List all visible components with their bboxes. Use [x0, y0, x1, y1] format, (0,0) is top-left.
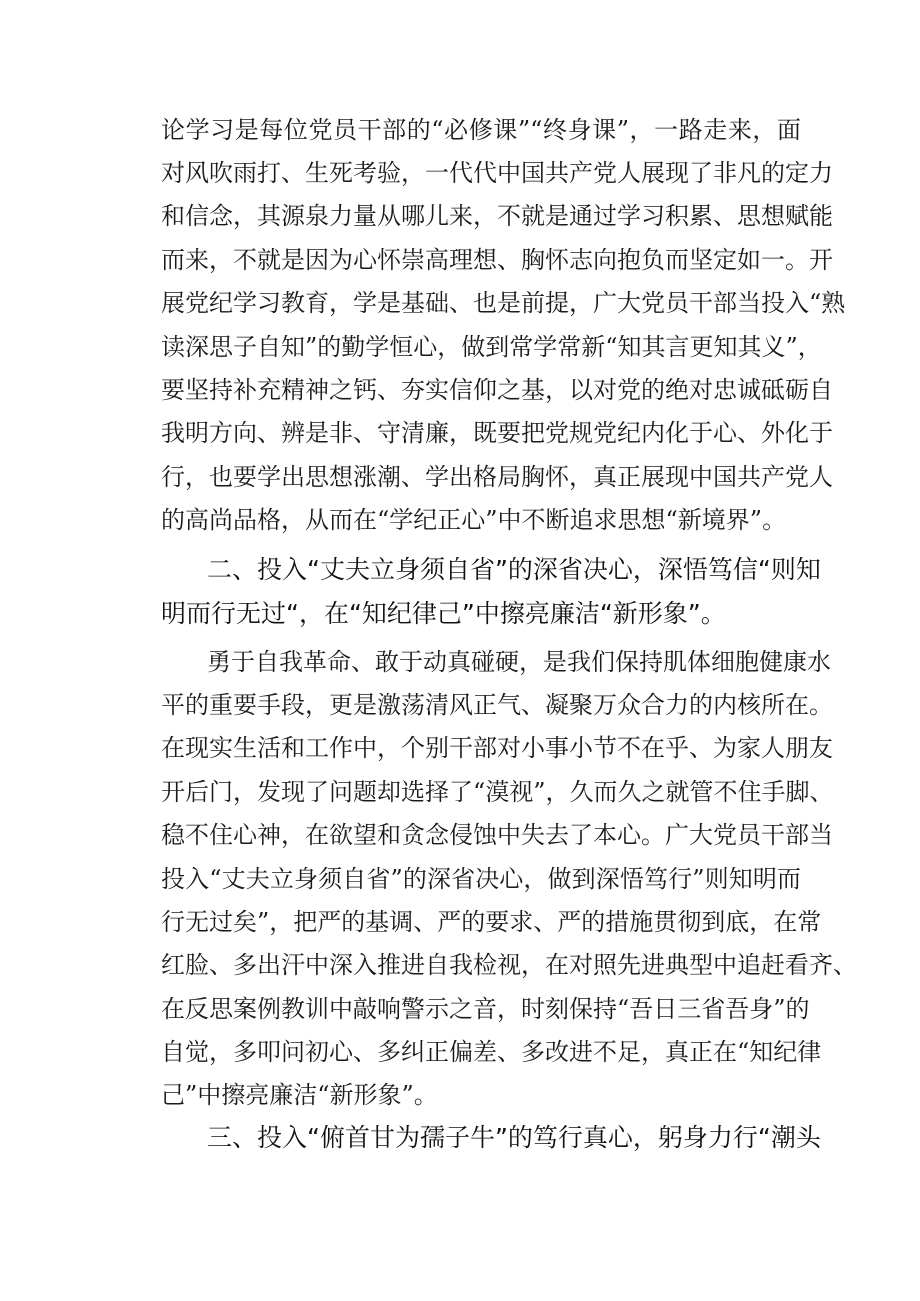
- section-heading: 明而行无过“，在“知纪律己”中擦亮廉洁“新形象”。: [161, 599, 726, 628]
- paragraph-line: 行无过矣”，把严的基调、严的要求、严的措施贯彻到底，在常: [161, 908, 822, 936]
- paragraph-line: 勇于自我革命、敢于动真碰硬，是我们保持肌体细胞健康水: [207, 648, 831, 676]
- paragraph-line: 对风吹雨打、生死考验，一代代中国共产党人展现了非凡的定力: [161, 159, 833, 187]
- paragraph-line: 我明方向、辨是非、守清廉，既要把党规党纪内化于心、外化于: [161, 419, 833, 447]
- paragraph-line: 投入“丈夫立身须自省”的深省决心，做到深悟笃行”则知明而: [161, 865, 801, 893]
- paragraph-line: 己”中擦亮廉洁“新形象”。: [161, 1081, 438, 1109]
- paragraph-line: 要坚持补充精神之钙、夯实信仰之基，以对党的绝对忠诚砥砺自: [161, 376, 833, 404]
- paragraph-line: 和信念，其源泉力量从哪儿来，不就是通过学习积累、思想赋能: [161, 202, 833, 230]
- paragraph-line: 读深思子自知”的勤学恒心，做到常学常新“知其言更知其义”，: [161, 333, 822, 361]
- paragraph-line: 论学习是每位党员干部的“必修课”“终身课”，一路走来，面: [161, 116, 801, 144]
- paragraph-line: 而来，不就是因为心怀崇高理想、胸怀志向抱负而坚定如一。开: [161, 246, 833, 274]
- paragraph-line: 在现实生活和工作中，个别干部对小事小节不在乎、为家人朋友: [161, 734, 833, 762]
- section-heading: 二、投入“丈夫立身须自省”的深省决心，深悟笃信“则知: [207, 555, 821, 584]
- paragraph-line: 在反思案例教训中敲响警示之音，时刻保持“吾日三省吾身”的: [161, 995, 810, 1023]
- paragraph-line: 行，也要学出思想涨潮、学出格局胸怀，真正展现中国共产党人: [161, 463, 833, 491]
- paragraph-line: 平的重要手段，更是激荡清风正气、凝聚万众合力的内核所在。: [161, 691, 833, 719]
- paragraph-line: 展党纪学习教育，学是基础、也是前提，广大党员干部当投入“熟: [161, 289, 846, 317]
- paragraph-line: 稳不住心神，在欲望和贪念侵蚀中失去了本心。广大党员干部当: [161, 821, 833, 849]
- section-heading: 三、投入“俯首甘为孺子牛”的笃行真心，躬身力行“潮头: [207, 1123, 821, 1152]
- paragraph-line: 红脸、多出汗中深入推进自我检视，在对照先进典型中追赶看齐、: [161, 951, 857, 979]
- paragraph-line: 的高尚品格，从而在“学纪正心”中不断追求思想“新境界”。: [161, 506, 787, 534]
- paragraph-line: 开后门，发现了问题却选择了“漠视”，久而久之就管不住手脚、: [161, 778, 834, 806]
- paragraph-line: 自觉，多叩问初心、多纠正偏差、多改进不足，真正在“知纪律: [161, 1038, 822, 1066]
